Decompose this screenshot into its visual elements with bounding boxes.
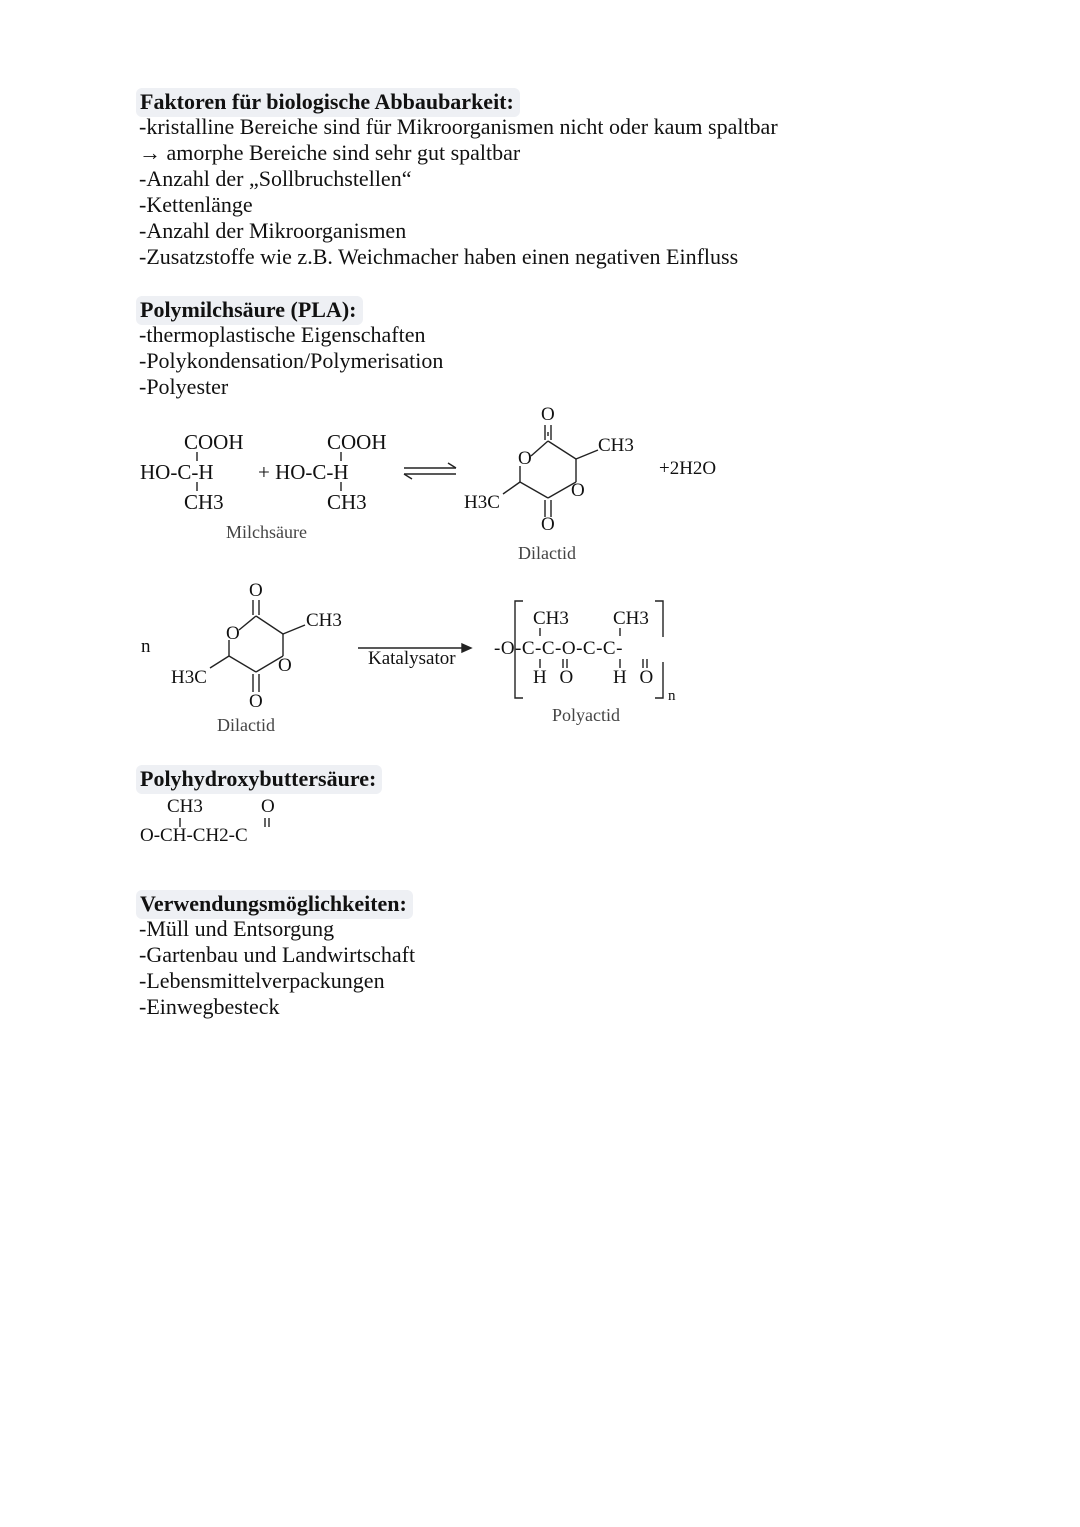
polymer-ch3: CH3 bbox=[613, 608, 649, 629]
text-line: -Polyester bbox=[139, 374, 229, 399]
ring-oxygen: O bbox=[518, 448, 532, 469]
ring-oxygen: O bbox=[249, 580, 263, 601]
text-line: -kristalline Bereiche sind für Mikroorganismen nicht oder kaum spaltbar bbox=[139, 114, 778, 139]
ch3-label: CH3 bbox=[306, 610, 342, 631]
h3c-label: H3C bbox=[464, 492, 500, 513]
plus-hoch-label: + HO-C-H bbox=[258, 460, 349, 484]
polymer-n-subscript: n bbox=[668, 688, 676, 704]
heading-pla: Polymilchsäure (PLA): bbox=[136, 296, 363, 325]
text-line: -Einwegbesteck bbox=[139, 994, 280, 1019]
text-line: → amorphe Bereiche sind sehr gut spaltbar bbox=[139, 140, 521, 165]
phb-ch3: CH3 bbox=[167, 796, 203, 817]
ring-oxygen: O bbox=[226, 623, 240, 644]
heading-polyhydroxybuttersaeure: Polyhydroxybuttersäure: bbox=[136, 765, 382, 794]
text-line: -Kettenlänge bbox=[139, 192, 253, 217]
dilactid-label: Dilactid bbox=[518, 543, 576, 563]
water-label: +2H2O bbox=[659, 458, 717, 479]
polymer-h-o: H O bbox=[613, 667, 658, 688]
polymer-chain: -O-C-C-O-C-C- bbox=[494, 638, 623, 659]
polyactid-label: Polyactid bbox=[552, 705, 620, 725]
hoch-label: HO-C-H bbox=[140, 460, 214, 484]
ring-oxygen: O bbox=[571, 480, 585, 501]
catalyst-label: Katalysator bbox=[368, 648, 456, 669]
ch3-label: CH3 bbox=[327, 490, 367, 514]
h3c-label: H3C bbox=[171, 667, 207, 688]
text-line: -thermoplastische Eigenschaften bbox=[139, 322, 426, 347]
heading-abbaubarkeit: Faktoren für biologische Abbaubarkeit: bbox=[136, 88, 520, 117]
ch3-label: CH3 bbox=[184, 490, 224, 514]
text-line: -Gartenbau und Landwirtschaft bbox=[139, 942, 416, 967]
ring-oxygen: O bbox=[541, 404, 555, 425]
text-line: -Lebensmittelverpackungen bbox=[139, 968, 385, 993]
phb-chain: O-CH-CH2-C bbox=[140, 825, 248, 846]
cooh-label: COOH bbox=[184, 430, 244, 454]
text-line: -Zusatzstoffe wie z.B. Weichmacher haben einen negativen Einfluss bbox=[139, 244, 739, 269]
ring-oxygen: O bbox=[541, 514, 555, 535]
text-line: -Anzahl der „Sollbruchstellen“ bbox=[139, 166, 412, 191]
text-line: -Müll und Entsorgung bbox=[139, 916, 335, 941]
polymer-ch3: CH3 bbox=[533, 608, 569, 629]
ring-oxygen: O bbox=[278, 655, 292, 676]
ch3-label: CH3 bbox=[598, 435, 634, 456]
dilactid-label: Dilactid bbox=[217, 715, 275, 735]
phb-oxygen: O bbox=[261, 796, 275, 817]
heading-verwendung: Verwendungsmöglichkeiten: bbox=[136, 890, 413, 919]
polymer-h-o: H O bbox=[533, 667, 578, 688]
ring-oxygen: O bbox=[249, 691, 263, 712]
milchsaeure-label: Milchsäure bbox=[226, 522, 307, 542]
text-line: -Polykondensation/Polymerisation bbox=[139, 348, 444, 373]
n-coefficient: n bbox=[141, 636, 151, 657]
text-line: -Anzahl der Mikroorganismen bbox=[139, 218, 407, 243]
cooh-label: COOH bbox=[327, 430, 387, 454]
